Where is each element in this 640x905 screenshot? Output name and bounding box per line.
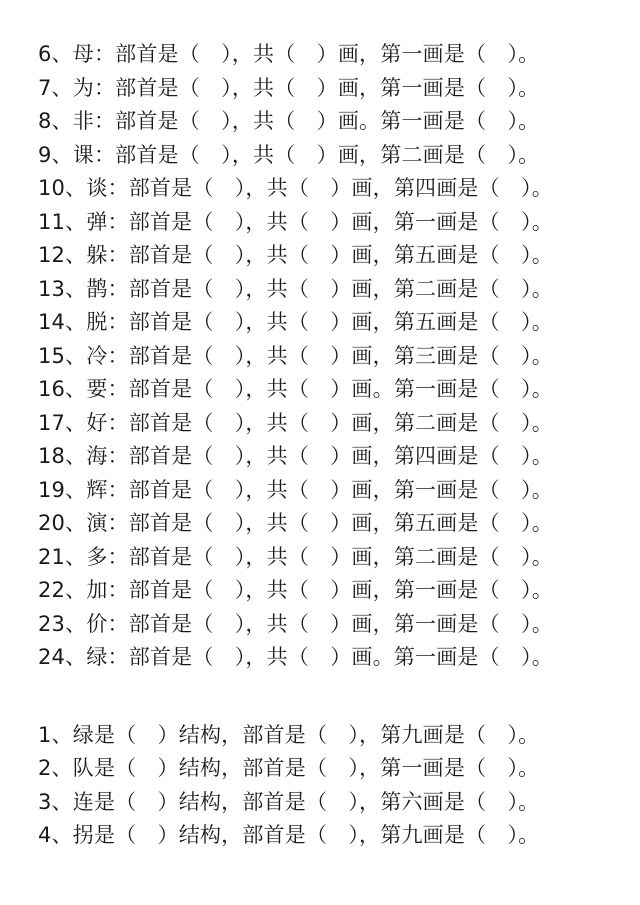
exercise-line-21: 21、多：部首是（ ），共（ ）画，第二画是（ ）。 (38, 544, 553, 569)
structure-line-2: 2、队是（ ）结构，部首是（ ），第一画是（ ）。 (38, 756, 540, 780)
exercise-line-17: 17、好：部首是（ ），共（ ）画，第二画是（ ）。 (38, 410, 553, 435)
exercise-line-13: 13、鹊：部首是（ ），共（ ）画，第二画是（ ）。 (38, 276, 553, 301)
exercise-line-9: 9、课：部首是（ ），共（ ）画，第二画是（ ）。 (38, 142, 540, 167)
exercise-line-14: 14、脱：部首是（ ），共（ ）画，第五画是（ ）。 (38, 310, 553, 334)
structure-line-3: 3、连是（ ）结构，部首是（ ），第六画是（ ）。 (38, 789, 540, 814)
structure-line-1: 1、绿是（ ）结构，部首是（ ），第九画是（ ）。 (38, 722, 540, 747)
exercise-line-23: 23、价：部首是（ ），共（ ）画，第一画是（ ）。 (38, 611, 553, 636)
exercise-line-11: 11、弹：部首是（ ），共（ ）画，第一画是（ ）。 (38, 209, 553, 234)
exercise-line-12: 12、躲：部首是（ ），共（ ）画，第五画是（ ）。 (38, 243, 553, 267)
exercise-line-8: 8、非：部首是（ ），共（ ）画。第一画是（ ）。 (38, 109, 540, 133)
structure-line-4: 4、拐是（ ）结构，部首是（ ），第九画是（ ）。 (38, 823, 540, 847)
exercise-line-15: 15、冷：部首是（ ），共（ ）画，第三画是（ ）。 (38, 343, 553, 368)
exercise-line-10: 10、谈：部首是（ ），共（ ）画，第四画是（ ）。 (38, 176, 553, 200)
exercise-line-20: 20、演：部首是（ ），共（ ）画，第五画是（ ）。 (38, 511, 553, 535)
exercise-line-7: 7、为：部首是（ ），共（ ）画，第一画是（ ）。 (38, 75, 540, 100)
exercise-line-19: 19、辉：部首是（ ），共（ ）画，第一画是（ ）。 (38, 477, 553, 502)
exercise-list (38, 38, 628, 853)
exercise-line-6: 6、母：部首是（ ），共（ ）画，第一画是（ ）。 (38, 42, 540, 66)
exercise-line-22: 22、加：部首是（ ），共（ ）画，第一画是（ ）。 (38, 578, 553, 602)
exercise-line-16: 16、要：部首是（ ），共（ ）画。第一画是（ ）。 (38, 377, 553, 401)
exercise-line-18: 18、海：部首是（ ），共（ ）画，第四画是（ ）。 (38, 444, 553, 468)
section-gap (38, 675, 628, 719)
exercise-line-24: 24、绿：部首是（ ），共（ ）画。第一画是（ ）。 (38, 645, 553, 669)
